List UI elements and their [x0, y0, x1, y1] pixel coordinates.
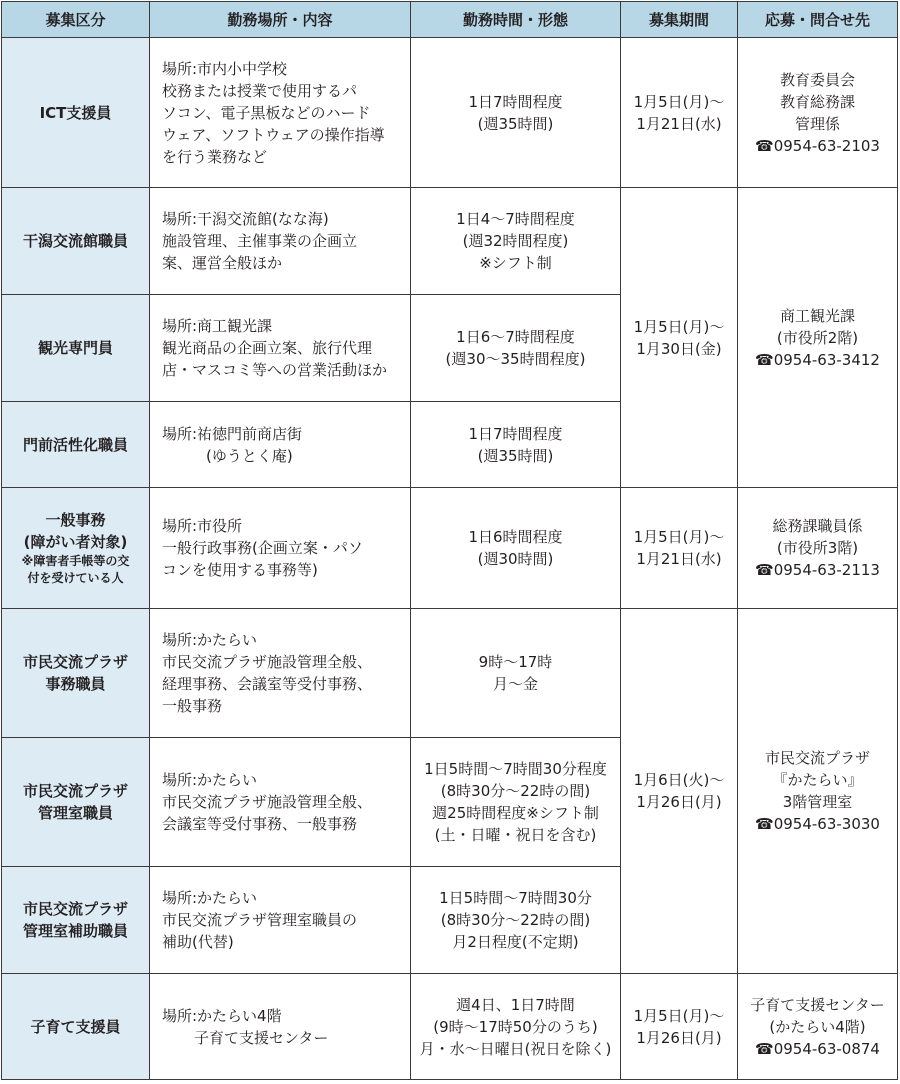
place-line: 経理事務、会議室等受付事務、: [162, 675, 373, 693]
contact-line: 管理係: [794, 114, 840, 133]
place-cell: [150, 188, 411, 295]
period-line: 1月26日(月): [636, 1028, 722, 1047]
hours-cell: [411, 738, 621, 867]
contact-cell: [738, 38, 898, 188]
hours-line: 週25時間程度※シフト制: [432, 804, 599, 822]
place-line: 会議室等受付事務、一般事務: [162, 815, 358, 833]
place-line: コンを使用する事務等): [162, 561, 318, 579]
hours-line: 9時～17時: [478, 653, 553, 671]
contact-phone: ☎0954-63-2113: [755, 561, 880, 579]
place-cell: [150, 867, 411, 974]
contact-line: (市役所3階): [776, 539, 859, 557]
place-line: 場所:商工観光課: [162, 317, 273, 335]
category-cell: [2, 867, 150, 974]
hours-line: (9時～17時50分のうち): [433, 1017, 598, 1036]
place-cell: [150, 295, 411, 402]
hours-line: 1日7時間程度: [468, 92, 563, 111]
category-label: 干潟交流館職員: [22, 232, 128, 250]
place-line: 補助(代替): [162, 933, 234, 951]
hours-cell: [411, 867, 621, 974]
hours-line: 月2日程度(不定期): [452, 933, 579, 951]
place-line: 子育て支援センター: [194, 1028, 329, 1047]
place-line: 場所:かたらい: [162, 771, 258, 789]
contact-cell: [738, 609, 898, 974]
place-line: (ゆうとく庵): [206, 446, 293, 465]
place-line: 場所:祐徳門前商店街: [162, 424, 303, 443]
table-row: [2, 974, 898, 1080]
contact-line: (かたらい4階): [769, 1017, 866, 1036]
place-line: 場所:市役所: [162, 517, 243, 535]
category-label: 門前活性化職員: [22, 435, 128, 454]
header-period: 募集期間: [621, 2, 738, 38]
hours-line: (週30時間): [477, 550, 554, 568]
contact-line: 3階管理室: [782, 793, 853, 811]
period-line: 1月6日(火)～: [633, 771, 725, 789]
header-category: 募集区分: [2, 2, 150, 38]
hours-line: (週35時間): [477, 114, 554, 133]
contact-line: 商工観光課: [779, 306, 855, 325]
place-line: 場所:かたらい: [162, 889, 258, 907]
category-label: ICT支援員: [39, 103, 112, 122]
category-cell: [2, 295, 150, 402]
contact-cell: [738, 974, 898, 1080]
period-line: 1月5日(月)～: [633, 317, 725, 336]
hours-line: (土・日曜・祝日を含む): [434, 826, 597, 844]
place-cell: [150, 738, 411, 867]
category-label: 一般事務: [45, 511, 106, 529]
hours-line: 月～金: [492, 675, 538, 693]
category-cell: [2, 402, 150, 488]
place-cell: [150, 609, 411, 738]
category-cell: [2, 609, 150, 738]
hours-line: 1日6～7時間程度: [456, 328, 575, 346]
contact-phone: ☎0954-63-3030: [755, 815, 880, 833]
period-line: 1月21日(水): [636, 114, 722, 133]
contact-line: 市民交流プラザ: [764, 749, 870, 767]
contact-line: 総務課職員係: [772, 517, 863, 535]
period-line: 1月5日(月)～: [633, 92, 725, 111]
hours-cell: [411, 295, 621, 402]
hours-cell: [411, 402, 621, 488]
hours-line: 1日7時間程度: [468, 424, 563, 443]
hours-line: 1日6時間程度: [468, 528, 563, 546]
period-cell: [621, 974, 738, 1080]
hours-cell: [411, 38, 621, 188]
hours-line: (8時30分～22時の間): [440, 782, 591, 800]
hours-cell: [411, 974, 621, 1080]
category-label: 管理室補助職員: [22, 922, 128, 940]
contact-cell: [738, 488, 898, 609]
place-line: 一般行政事務(企画立案・パソ: [162, 539, 363, 557]
category-cell: [2, 38, 150, 188]
place-line: 場所:市内小中学校: [162, 59, 288, 78]
hours-line: (週35時間): [477, 446, 554, 465]
place-line: を行う業務など: [162, 147, 268, 166]
place-cell: [150, 974, 411, 1080]
hours-cell: [411, 188, 621, 295]
table-row: [2, 488, 898, 609]
period-cell: [621, 609, 738, 974]
place-line: 一般事務: [162, 697, 223, 715]
hours-line: (週30～35時間程度): [445, 350, 586, 368]
contact-line: 『かたらい』: [772, 771, 863, 789]
category-label: 市民交流プラザ: [22, 782, 128, 800]
table-row: [2, 38, 898, 188]
place-line: 観光商品の企画立案、旅行代理: [162, 339, 373, 357]
category-label: 市民交流プラザ: [22, 653, 128, 671]
contact-phone: ☎0954-63-2103: [755, 136, 880, 155]
place-line: ウェア、ソフトウェアの操作指導: [162, 125, 385, 144]
category-label: 観光専門員: [37, 339, 113, 357]
place-line: 市民交流プラザ施設管理全般、: [162, 793, 373, 811]
hours-line: ※シフト制: [479, 254, 552, 272]
category-label: 市民交流プラザ: [22, 900, 128, 918]
hours-line: (週32時間程度): [462, 232, 569, 250]
contact-phone: ☎0954-63-0874: [755, 1039, 880, 1058]
place-line: 場所:かたらい: [162, 631, 258, 649]
contact-line: 教育総務課: [779, 92, 855, 111]
table-row: [2, 609, 898, 738]
header-hours: 勤務時間・形態: [411, 2, 621, 38]
category-label: (障がい者対象): [23, 533, 128, 551]
place-cell: [150, 402, 411, 488]
place-line: 店・マスコミ等への営業活動ほか: [162, 361, 388, 379]
place-cell: [150, 38, 411, 188]
place-line: 施設管理、主催事業の企画立: [162, 232, 358, 250]
place-line: 市民交流プラザ施設管理全般、: [162, 653, 373, 671]
table-row: [2, 188, 898, 295]
period-cell: [621, 38, 738, 188]
category-label: 管理室職員: [37, 804, 113, 822]
place-line: 案、運営全般ほか: [162, 254, 283, 272]
hours-line: (8時30分～22時の間): [440, 911, 591, 929]
place-cell: [150, 488, 411, 609]
period-cell: [621, 488, 738, 609]
contact-line: 教育委員会: [779, 70, 855, 89]
contact-line: (市役所2階): [776, 328, 859, 347]
period-line: 1月30日(金): [636, 339, 722, 358]
hours-line: 1日5時間～7時間30分程度: [424, 760, 607, 778]
header-row: [2, 2, 898, 38]
place-line: 校務または授業で使用するパ: [162, 81, 358, 100]
contact-phone: ☎0954-63-3412: [755, 350, 880, 369]
category-label: 子育て支援員: [30, 1017, 121, 1036]
category-note: ※障害者手帳等の交: [21, 554, 130, 568]
header-contact: 応募・問合せ先: [738, 2, 898, 38]
place-line: 場所:干潟交流館(なな海): [162, 210, 329, 228]
place-line: 場所:かたらい4階: [162, 1006, 282, 1025]
hours-line: 週4日、1日7時間: [456, 995, 575, 1014]
header-place: 勤務場所・内容: [150, 2, 411, 38]
period-line: 1月21日(水): [636, 550, 722, 568]
category-cell: [2, 974, 150, 1080]
category-note: 付を受けている人: [27, 571, 124, 585]
period-cell: [621, 188, 738, 488]
place-line: 市民交流プラザ管理室職員の: [162, 911, 358, 929]
hours-cell: [411, 609, 621, 738]
category-cell: [2, 488, 150, 609]
period-line: 1月5日(月)～: [633, 1006, 725, 1025]
period-line: 1月5日(月)～: [633, 528, 725, 546]
hours-line: 月・水～日曜日(祝日を除く): [419, 1039, 612, 1058]
recruitment-table: [1, 1, 898, 1080]
contact-line: 子育て支援センター: [750, 995, 885, 1014]
category-cell: [2, 738, 150, 867]
contact-cell: [738, 188, 898, 488]
hours-cell: [411, 488, 621, 609]
hours-line: 1日5時間～7時間30分: [439, 889, 592, 907]
place-line: ソコン、電子黒板などのハード: [162, 103, 371, 122]
category-label: 事務職員: [45, 675, 106, 693]
hours-line: 1日4～7時間程度: [456, 210, 575, 228]
category-cell: [2, 188, 150, 295]
period-line: 1月26日(月): [636, 793, 722, 811]
